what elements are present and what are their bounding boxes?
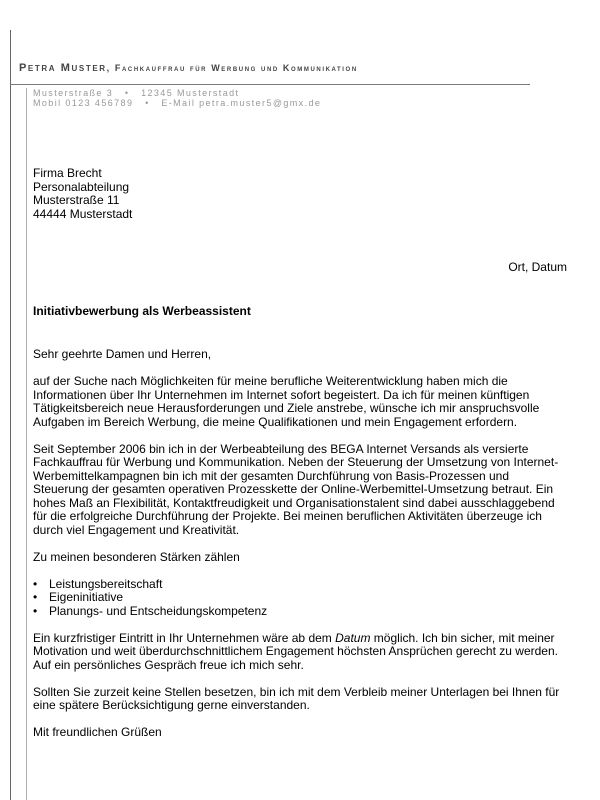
recipient-department: Personalabteilung [33, 179, 130, 194]
sender-address: Musterstraße 3 • 12345 Musterstadt [33, 88, 240, 98]
paragraph-fallback: Sollten Sie zurzeit keine Stellen besetzen, bin ich mit dem Verbleib meiner Unterlagen bei Ihnen für eine spätere Berücksichtigung gerne einverstanden. [33, 684, 560, 712]
left-margin-rule [10, 30, 11, 800]
letter-body [33, 167, 567, 740]
strength-label: Planungs- und Entscheidungskompetenz [49, 603, 268, 618]
list-item [33, 591, 567, 605]
sender-name: Petra Muster [19, 62, 107, 74]
entry-text-before: Ein kurzfristiger Eintritt in Ihr Unternehmen wäre ab dem [33, 630, 336, 645]
paragraph-experience: Seit September 2006 bin ich in der Werbeabteilung des BEGA Internet Versands als versierte Fachkauffrau für Werbung und Kommunikation. Neben der Steuerung der Umsetzung von Internet-Werbemittelkampagnen bin ich mit der gesamten Durchführung von Basis-Prozessen und Steuerung der gesamten operativen Prozesskette der Online-Werbemittel-Umsetzung betraut. Ein hohes Maß an Flexibilität, Kontaktfreudigkeit und Organisationstalent sind dabei ausschlaggebend für die erfolgreiche Durchführung der Projekte. Bei meinen beruflichen Aktivitäten überzeuge ich durch viel Engagement und Kreativität. [33, 441, 559, 537]
list-item [33, 605, 567, 619]
sender-phone-email: Mobil 0123 456789 • E-Mail petra.muster5@gmx.de [33, 98, 322, 108]
bullet-icon: • [33, 603, 38, 618]
paragraph-intro: auf der Suche nach Möglichkeiten für meine berufliche Weiterentwicklung haben mich die Informationen über Ihr Unternehmen im Internet sofort begeistert. Da ich für meinen künftigen Tätigkeitsbereich neue Herausforderungen und Ziele anstrebe, wünsche ich mir anspruchsvolle Aufgaben im Bereich Werbung, die meine Qualifikationen und mein Engagement erfordern. [33, 374, 540, 429]
bullet-icon: • [33, 576, 38, 591]
strength-label: Leistungsbereitschaft [49, 576, 163, 591]
salutation: Sehr geehrte Damen und Herren, [33, 347, 212, 361]
content-margin-rule [26, 88, 27, 800]
paragraph-entry-date [33, 632, 567, 673]
recipient-city: 44444 Musterstadt [33, 206, 133, 221]
recipient-street: Musterstraße 11 [33, 193, 120, 207]
subject-line: Initiativbewerbung als Werbeassistent [33, 303, 251, 318]
name-separator: , [106, 63, 115, 73]
recipient-address [33, 167, 567, 221]
sender-profession: Fachkauffrau für Werbung und Kommunikation [114, 63, 358, 73]
entry-date-placeholder: Datum [335, 630, 371, 645]
entry-text-after: möglich. Ich bin sicher, mit meiner Motivation und weit überdurchschnittlichem Engagement höchsten Ansprüchen gerecht zu werden. Auf ein persönliches Gespräch freue ich mich sehr. [33, 630, 558, 672]
letterhead-title [19, 62, 358, 74]
header-underline [10, 84, 530, 85]
paragraph-strengths-intro: Zu meinen besonderen Stärken zählen [33, 549, 240, 564]
place-date: Ort, Datum [508, 260, 567, 274]
list-item [33, 578, 567, 592]
recipient-company: Firma Brecht [33, 166, 102, 180]
strengths-list [33, 578, 567, 619]
sender-contact [33, 88, 321, 108]
strength-label: Eigeninitiative [49, 590, 124, 604]
bullet-icon: • [33, 590, 38, 604]
closing-greeting: Mit freundlichen Grüßen [33, 725, 162, 739]
